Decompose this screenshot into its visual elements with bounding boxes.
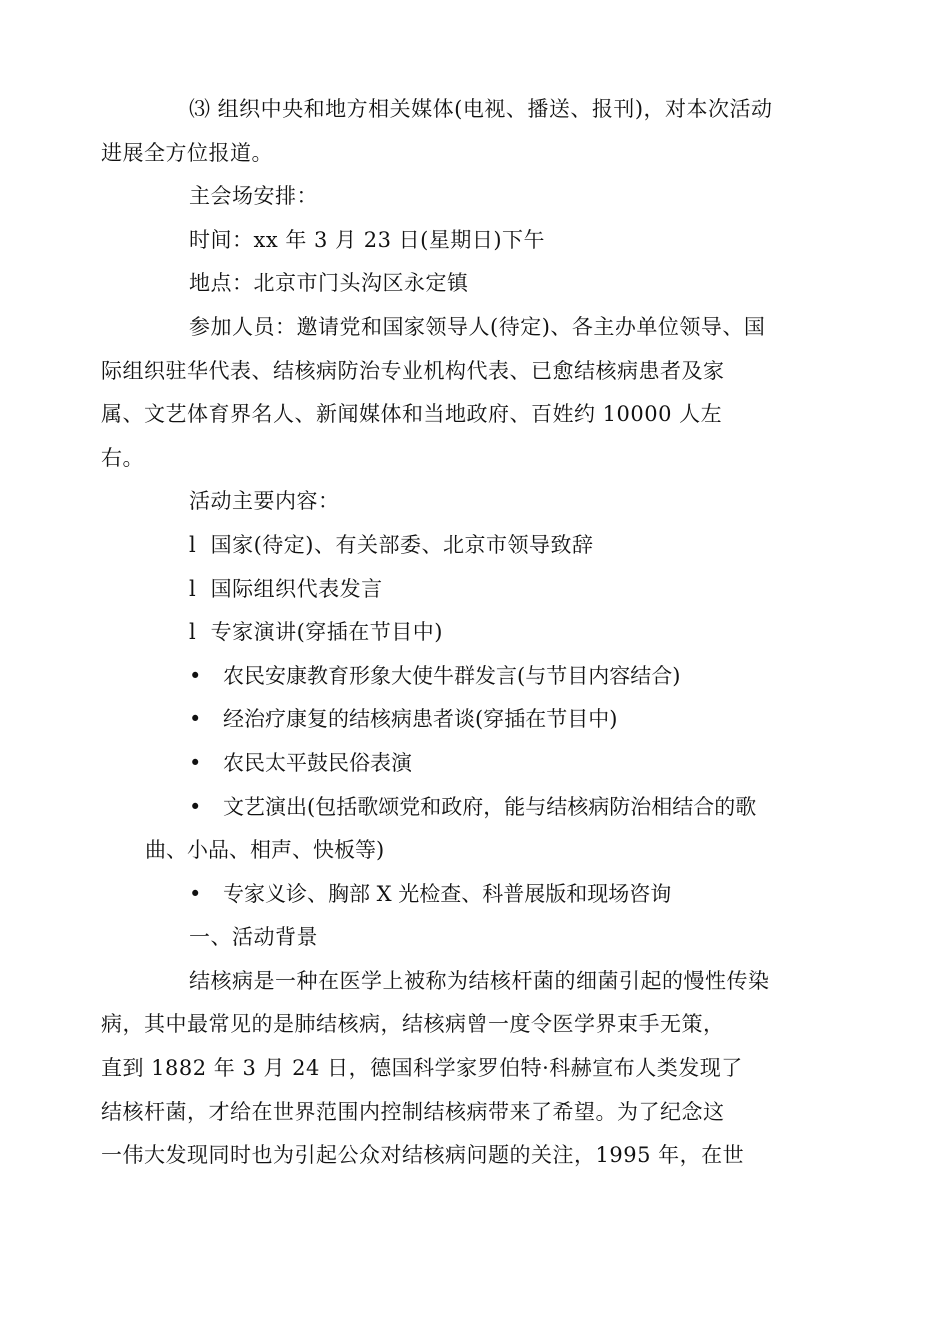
media-coverage-line-1: ⑶ 组织中央和地方相关媒体(电视、播送、报刊)，对本次活动 [189,97,773,121]
main-content-heading: 活动主要内容： [189,489,340,514]
background-paragraph [101,960,810,1178]
bullet-text: 农民太平鼓民俗表演 [223,750,412,775]
background-line-2: 病，其中最常见的是肺结核病，结核病曾一度令医学界束手无策， [101,1012,725,1037]
agenda-item-expert-lecture: l 专家演讲(穿插在节目中) [189,620,443,645]
bullet-text-line-1: 文艺演出(包括歌颂党和政府，能与结核病防治相结合的歌 [223,794,757,819]
media-coverage-paragraph [101,88,810,175]
participants-line-1: 参加人员：邀请党和国家领导人(待定)、各主办单位领导、国 [189,314,766,339]
bullet-item-free-clinic [145,873,810,917]
bullet-icon: • [189,794,202,819]
event-location: 地点：北京市门头沟区永定镇 [189,271,469,296]
bullet-icon: • [189,663,202,688]
bullet-icon: • [189,750,202,775]
background-line-5: 一伟大发现同时也为引起公众对结核病问题的关注，1995 年，在世 [101,1143,745,1168]
bullet-text-line-2: 曲、小品、相声、快板等) [145,838,385,863]
bullet-icon: • [189,881,202,906]
bullet-text: 经治疗康复的结核病患者谈(穿插在节目中) [223,707,618,732]
participants-paragraph [101,306,810,480]
document-page [101,88,810,1178]
section-heading-background: 一、活动背景 [189,925,318,950]
bullet-item-drum-performance [145,742,810,786]
agenda-item-leaders-speech: l 国家(待定)、有关部委、北京市领导致辞 [189,532,594,557]
bullet-item-patient-talk [145,698,810,742]
main-venue-heading: 主会场安排： [189,184,318,209]
background-line-3: 直到 1882 年 3 月 24 日，德国科学家罗伯特·科赫宣布人类发现了 [101,1056,743,1081]
media-coverage-line-2: 进展全方位报道。 [101,140,273,165]
event-time: 时间：xx 年 3 月 23 日(星期日)下午 [189,227,546,252]
bullet-item-art-performance [145,786,810,873]
participants-line-4: 右。 [101,445,144,470]
background-line-1: 结核病是一种在医学上被称为结核杆菌的细菌引起的慢性传染 [189,968,770,993]
participants-line-3: 属、文艺体育界名人、新闻媒体和当地政府、百姓约 10000 人左 [101,402,723,427]
bullet-icon: • [189,707,202,732]
background-line-4: 结核杆菌，才给在世界范围内控制结核病带来了希望。为了纪念这 [101,1099,725,1124]
bullet-item-ambassador-speech [145,655,810,699]
participants-line-2: 际组织驻华代表、结核病防治专业机构代表、已愈结核病患者及家 [101,358,725,383]
agenda-item-intl-org-speech: l 国际组织代表发言 [189,576,383,601]
bullet-text: 农民安康教育形象大使牛群发言(与节目内容结合) [223,663,681,688]
bullet-text: 专家义诊、胸部 X 光检查、科普展版和现场咨询 [223,881,672,906]
